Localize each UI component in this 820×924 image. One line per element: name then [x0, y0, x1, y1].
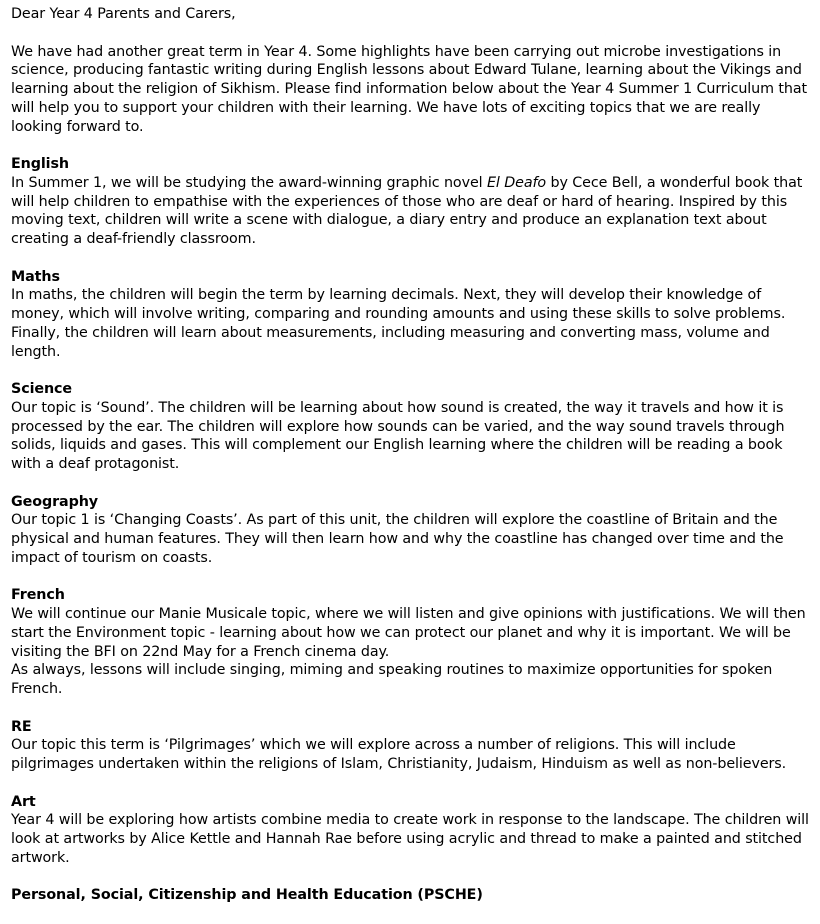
science-section: [11, 380, 811, 474]
art-section: [11, 793, 811, 868]
french-text-line2: As always, lessons will include singing, miming and speaking routines to maximize opportunities for spoken French.: [11, 662, 773, 697]
intro-paragraph: We have had another great term in Year 4. Some highlights have been carrying out microbe investigations in science, producing fantastic writing during English lessons about Edward Tulane, learning about the Vikings and learning about the religion of Sikhism. Please find information below about the Year 4 Summer 1 Curriculum that will help you to support your children with their learning. We have lots of exciting topics that we are really looking forward to.: [11, 43, 808, 135]
art-text: Year 4 will be exploring how artists combine media to create work in response to the landscape. The children will look at artworks by Alice Kettle and Hannah Rae before using acrylic and thread to make a painted and stitched artwork.: [11, 812, 809, 866]
french-text-line1: We will continue our Manie Musicale topic, where we will listen and give opinions with justifications. We will then start the Environment topic - learning about how we can protect our planet and why it is important. We will be visiting the BFI on 22nd May for a French cinema day.: [11, 606, 806, 660]
french-section: [11, 586, 811, 699]
maths-text: In maths, the children will begin the term by learning decimals. Next, they will develop their knowledge of money, which will involve writing, comparing and rounding amounts and using these skills to solve problems. Finally, the children will learn about measurements, including measuring and converting mass, volume and length.: [11, 287, 786, 360]
science-text: Our topic is ‘Sound’. The children will be learning about how sound is created, the way it travels and how it is processed by the ear. The children will explore how sounds can be varied, and the way sound travels through solids, liquids and gases. This will complement our English learning where the children will be reading a book with a deaf protagonist.: [11, 399, 785, 472]
greeting: Dear Year 4 Parents and Carers,: [11, 6, 236, 22]
science-heading: Science: [11, 381, 73, 397]
psche-heading: Personal, Social, Citizenship and Health Education (PSCHE): [11, 887, 483, 904]
english-book-title: El Deafo: [486, 174, 547, 191]
geography-heading: Geography: [11, 493, 99, 510]
maths-heading: Maths: [11, 268, 60, 285]
re-heading: RE: [11, 718, 32, 735]
geography-section: [11, 493, 811, 568]
re-section: [11, 718, 811, 774]
re-text: Our topic this term is ‘Pilgrimages’ which we will explore across a number of religions. This will include pilgrimages undertaken within the religions of Islam, Christianity, Judaism, Hinduism as well as non-believers.: [11, 737, 787, 772]
art-heading: Art: [11, 793, 36, 810]
geography-text: Our topic 1 is ‘Changing Coasts’. As part of this unit, the children will explore the coastline of Britain and the physical and human features. They will then learn how and why the coastline has changed over time and the impact of tourism on coasts.: [11, 512, 784, 566]
psche-section: [11, 886, 811, 905]
english-text-before: In Summer 1, we will be studying the award-winning graphic novel: [11, 174, 487, 191]
newsletter-letter: [11, 5, 811, 924]
english-text-after: by Cece Bell, a wonderful book that will help children to empathise with the experiences of those who are deaf or hard of hearing. Inspired by this moving text, children will write a scene with dialogue, a diary entry and produce an explanation text about creating a deaf-friendly classroom.: [11, 174, 803, 247]
french-heading: French: [11, 587, 65, 604]
maths-section: [11, 268, 811, 362]
english-heading: English: [11, 156, 69, 172]
english-section: [11, 155, 811, 249]
